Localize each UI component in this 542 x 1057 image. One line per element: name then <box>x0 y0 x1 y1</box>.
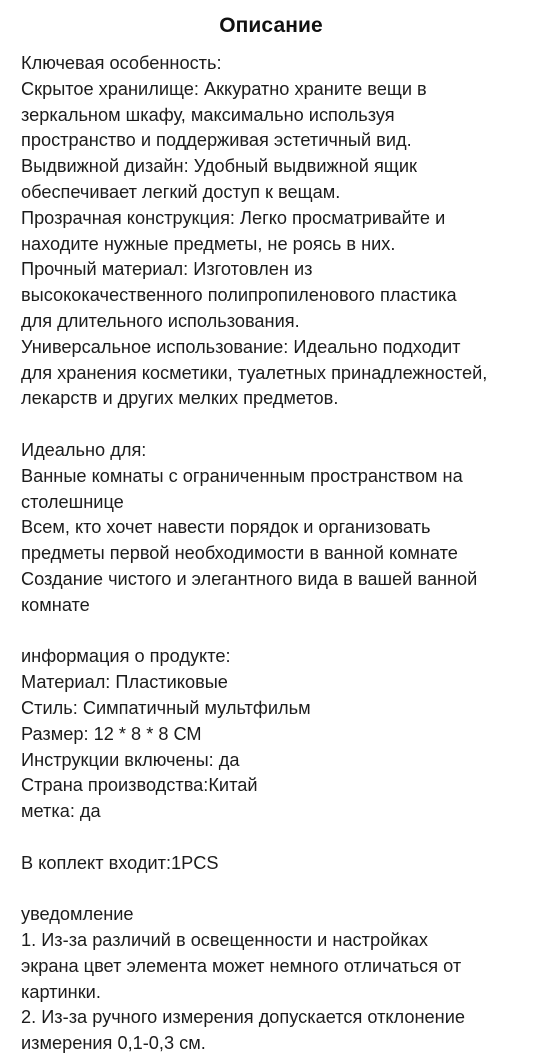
section-spacer <box>21 825 531 851</box>
ideal-line: Создание чистого и элегантного вида в вашей ванной <box>21 568 478 589</box>
ideal-line: комнате <box>21 594 90 615</box>
feature-line: зеркальном шкафу, максимально используя <box>21 104 395 125</box>
info-line: Материал: Пластиковые <box>21 672 228 693</box>
feature-line: пространство и поддерживая эстетичный вид. <box>21 130 412 151</box>
ideal-line: столешнице <box>21 491 124 512</box>
notice-line: измерения 0,1-0,3 см. <box>21 1033 206 1054</box>
top-header <box>0 0 542 52</box>
package-contents: В коплект входит:1PCS <box>21 852 219 873</box>
feature-line: Прочный материал: Изготовлен из <box>21 259 313 280</box>
feature-line: Скрытое хранилище: Аккуратно храните вещи в <box>21 78 427 99</box>
section-spacer <box>21 619 531 645</box>
info-line: Страна производства:Китай <box>21 775 258 796</box>
feature-line: Прозрачная конструкция: Легко просматривайте и <box>21 207 446 228</box>
info-line: Инструкции включены: да <box>21 749 240 770</box>
feature-line: находите нужные предметы, не роясь в них. <box>21 233 396 254</box>
notice-line: 1. Из-за различий в освещенности и настройках <box>21 930 428 951</box>
ideal-heading: Идеально для: <box>21 439 147 460</box>
feature-line: Выдвижной дизайн: Удобный выдвижной ящик <box>21 156 417 177</box>
info-line: Стиль: Симпатичный мультфильм <box>21 697 311 718</box>
ideal-line: предметы первой необходимости в ванной комнате <box>21 543 458 564</box>
description-content <box>21 51 531 1057</box>
features-heading: Ключевая особенность: <box>21 53 222 73</box>
feature-line: для длительного использования. <box>21 310 300 331</box>
notice-line: картинки. <box>21 981 101 1002</box>
feature-line: для хранения косметики, туалетных принадлежностей, <box>21 362 488 383</box>
notice-line: экрана цвет элемента может немного отличаться от <box>21 955 462 976</box>
ideal-line: Ванные комнаты с ограниченным пространством на <box>21 465 463 486</box>
section-spacer <box>21 412 531 438</box>
feature-line: лекарств и других мелких предметов. <box>21 388 339 409</box>
feature-line: обеспечивает легкий доступ к вещам. <box>21 181 341 202</box>
feature-line: Универсальное использование: Идеально подходит <box>21 336 461 357</box>
info-line: метка: да <box>21 801 101 822</box>
page-title: Описание <box>219 14 323 37</box>
info-line: Размер: 12 * 8 * 8 СМ <box>21 723 202 744</box>
section-spacer <box>21 877 531 903</box>
notice-heading: уведомление <box>21 904 134 925</box>
feature-line: высококачественного полипропиленового пластика <box>21 285 457 306</box>
ideal-line: Всем, кто хочет навести порядок и организовать <box>21 517 431 538</box>
info-heading: информация о продукте: <box>21 646 231 667</box>
notice-line: 2. Из-за ручного измерения допускается отклонение <box>21 1007 465 1028</box>
